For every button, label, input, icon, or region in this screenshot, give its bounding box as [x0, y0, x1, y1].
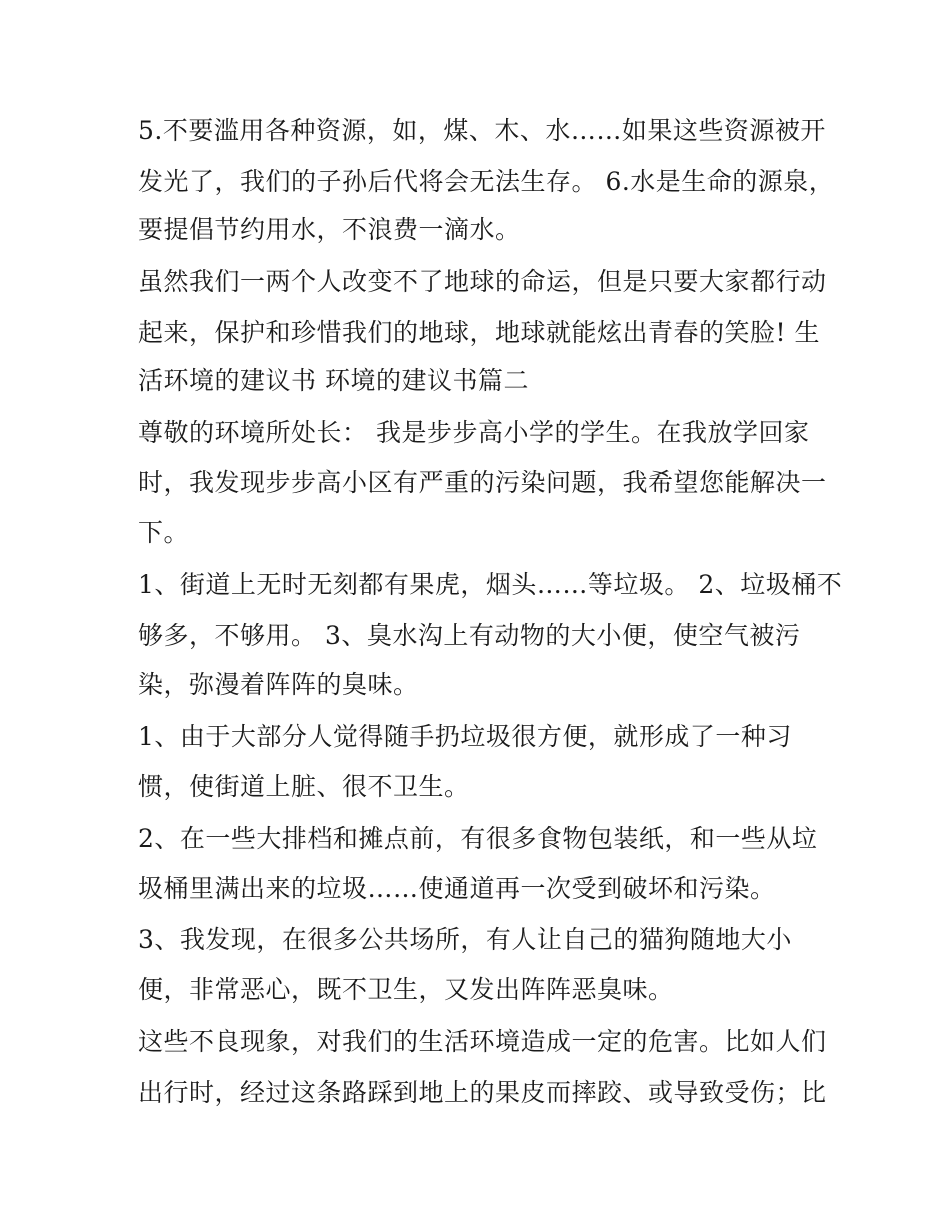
text-line: 2、在一些大排档和摊点前，有很多食物包装纸，和一些从垃: [138, 824, 818, 853]
text-line: 下。: [138, 518, 190, 547]
text-line: 虽然我们一两个人改变不了地球的命运，但是只要大家都行动: [138, 267, 827, 296]
text-line: 1、由于大部分人觉得随手扔垃圾很方便，就形成了一种习: [138, 722, 792, 751]
text-line: 出行时，经过这条路踩到地上的果皮而摔跤、或导致受伤；比: [138, 1078, 827, 1107]
text-line: 5.不要滥用各种资源，如，煤、木、水……如果这些资源被开: [138, 116, 826, 145]
text-line: 惯，使街道上脏、很不卫生。: [138, 772, 470, 801]
text-line: 尊敬的环境所处长： 我是步步高小学的学生。在我放学回家: [138, 418, 810, 447]
text-line: 起来，保护和珍惜我们的地球，地球就能炫出青春的笑脸! 生: [138, 318, 820, 347]
text-line: 要提倡节约用水，不浪费一滴水。: [138, 215, 521, 244]
text-line: 够多，不够用。 3、臭水沟上有动物的大小便，使空气被污: [138, 621, 801, 650]
text-line: 圾桶里满出来的垃圾……使通道再一次受到破坏和污染。: [138, 874, 776, 903]
text-line: 3、我发现，在很多公共场所，有人让自己的猫狗随地大小: [138, 925, 792, 954]
text-line: 活环境的建议书 环境的建议书篇二: [138, 366, 529, 395]
text-line: 便，非常恶心，既不卫生，又发出阵阵恶臭味。: [138, 975, 674, 1004]
text-line: 时，我发现步步高小区有严重的污染问题，我希望您能解决一: [138, 468, 827, 497]
text-line: 1、街道上无时无刻都有果虎，烟头……等垃圾。 2、垃圾桶不: [138, 570, 843, 599]
text-line: 发光了，我们的子孙后代将会无法生存。 6.水是生命的源泉，: [138, 167, 835, 196]
text-line: 染，弥漫着阵阵的臭味。: [138, 670, 419, 699]
text-line: 这些不良现象，对我们的生活环境造成一定的危害。比如人们: [138, 1027, 827, 1056]
